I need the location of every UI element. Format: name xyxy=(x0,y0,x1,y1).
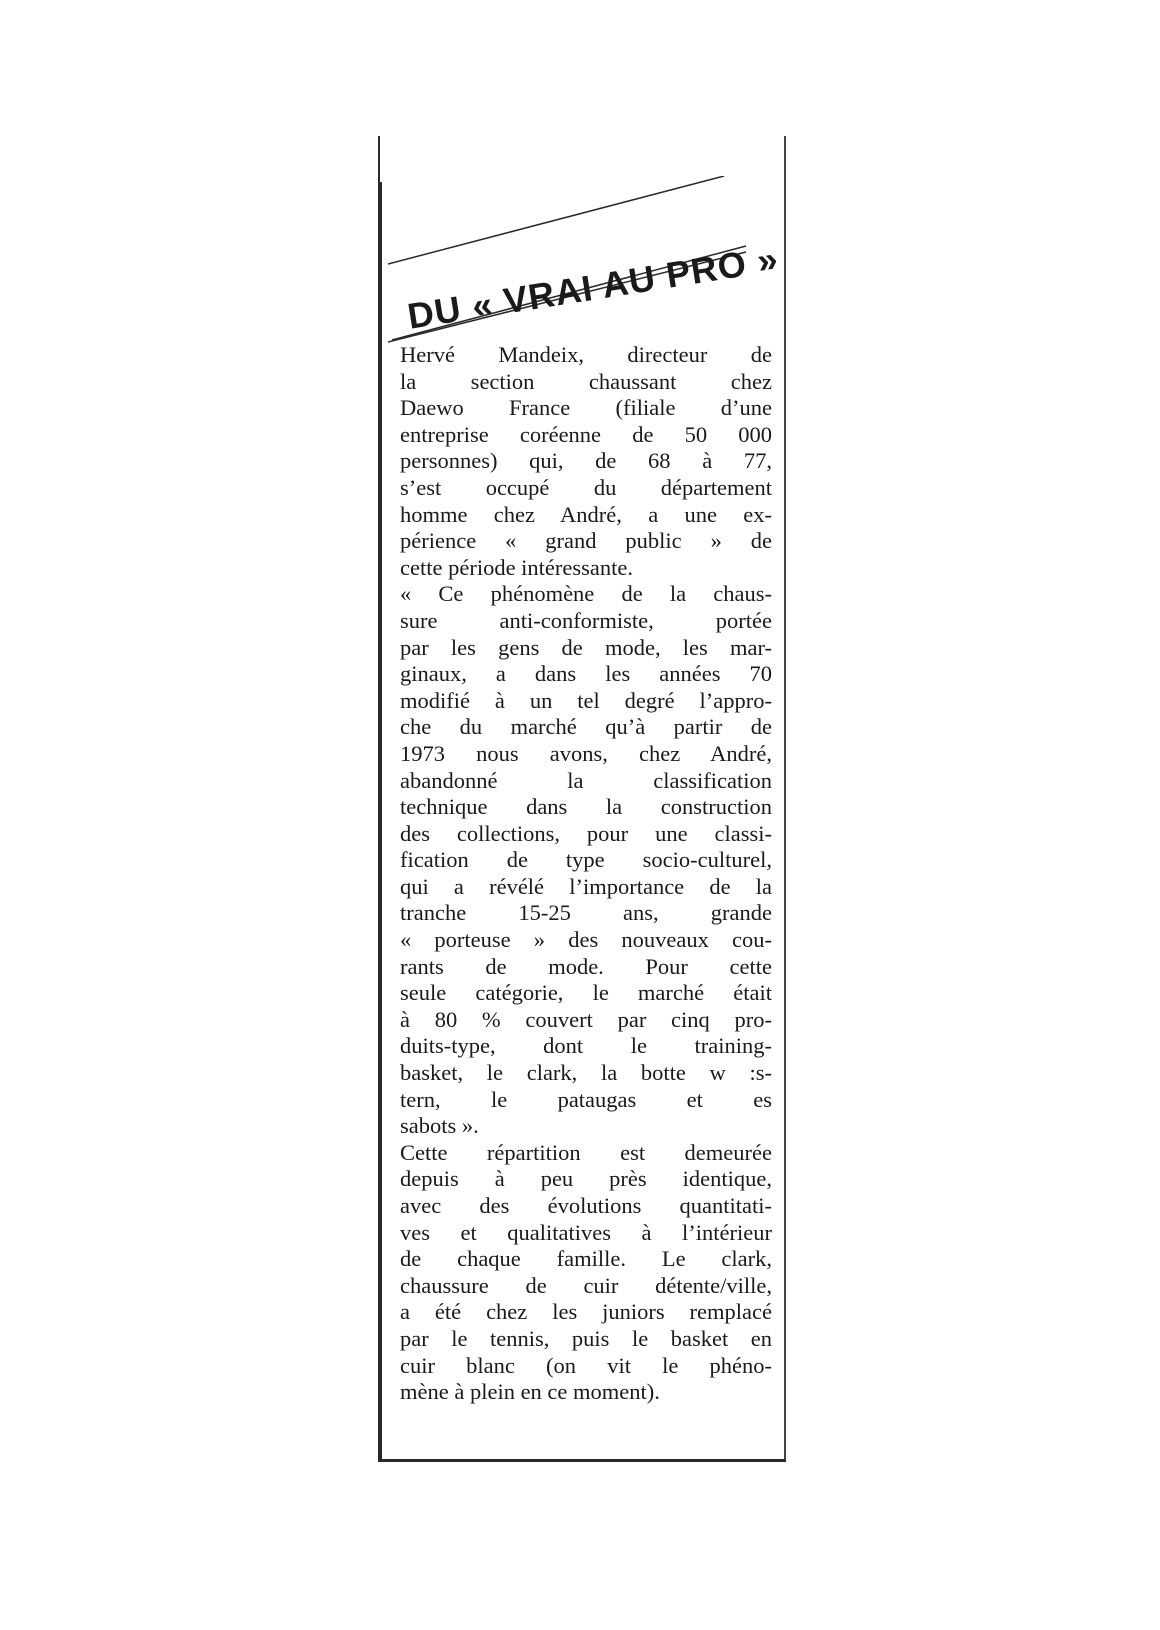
article-line: basket, le clark, la botte w :s- xyxy=(400,1060,772,1086)
article-line: ginaux, a dans les années 70 xyxy=(400,661,772,687)
article-line: duits-type, dont le training- xyxy=(400,1033,772,1059)
article-line: depuis à peu près identique, xyxy=(400,1166,772,1192)
article-line: mène à plein en ce moment). xyxy=(400,1379,660,1405)
top-slanted-rule xyxy=(388,176,724,264)
article-line: 1973 nous avons, chez André, xyxy=(400,740,772,766)
article-line: de chaque famille. Le clark, xyxy=(400,1246,772,1272)
article-line: sabots ». xyxy=(400,1113,479,1139)
article-line: Daewo France (filiale d’une xyxy=(400,395,772,421)
article-line: abandonné la classification xyxy=(400,767,772,793)
headline: DU « VRAI AU PRO » xyxy=(404,237,782,337)
article-line: cette période intéressante. xyxy=(400,554,634,580)
article-line: cuir blanc (on vit le phéno- xyxy=(400,1352,772,1378)
article-line: technique dans la construction xyxy=(400,794,772,820)
article-line: tern, le pataugas et es xyxy=(400,1086,772,1112)
article-line: par les gens de mode, les mar- xyxy=(400,634,772,660)
article-line: rants de mode. Pour cette xyxy=(400,953,772,979)
article-line: a été chez les juniors remplacé xyxy=(400,1299,772,1325)
article-line: « Ce phénomène de la chaus- xyxy=(400,581,772,607)
bottom-border-rule xyxy=(378,1459,786,1462)
right-border-rule xyxy=(784,136,786,1462)
article-line: Hervé Mandeix, directeur de xyxy=(400,342,772,367)
article-line: chaussure de cuir détente/ville, xyxy=(400,1272,772,1298)
article-line: à 80 % couvert par cinq pro- xyxy=(400,1006,772,1032)
article-line: entreprise coréenne de 50 000 xyxy=(400,421,772,447)
article-line: par le tennis, puis le basket en xyxy=(400,1325,772,1351)
article-line: « porteuse » des nouveaux cou- xyxy=(400,927,772,953)
article-line: périence « grand public » de xyxy=(400,528,772,554)
article-line: la section chaussant chez xyxy=(400,368,772,394)
article-line: fication de type socio-culturel, xyxy=(400,847,772,873)
article-line: s’est occupé du département xyxy=(400,474,772,500)
article-line: qui a révélé l’importance de la xyxy=(400,873,772,899)
article-line: seule catégorie, le marché était xyxy=(400,980,772,1006)
article-line: personnes) qui, de 68 à 77, xyxy=(400,448,772,474)
article-line: des collections, pour une classi- xyxy=(400,820,772,846)
article-line: homme chez André, a une ex- xyxy=(400,501,772,527)
article-line: sure anti-conformiste, portée xyxy=(400,607,772,633)
article-line: tranche 15-25 ans, grande xyxy=(400,900,772,926)
article-line: ves et qualitatives à l’intérieur xyxy=(400,1219,772,1245)
article-body xyxy=(400,342,772,1406)
article-line: che du marché qu’à partir de xyxy=(400,714,772,740)
left-border-thick-rule xyxy=(378,182,382,1462)
article-clipping xyxy=(378,136,786,1462)
article-line: modifié à un tel degré l’appro- xyxy=(400,687,772,713)
article-line: avec des évolutions quantitati- xyxy=(400,1193,772,1218)
article-line: Cette répartition est demeurée xyxy=(400,1139,772,1165)
